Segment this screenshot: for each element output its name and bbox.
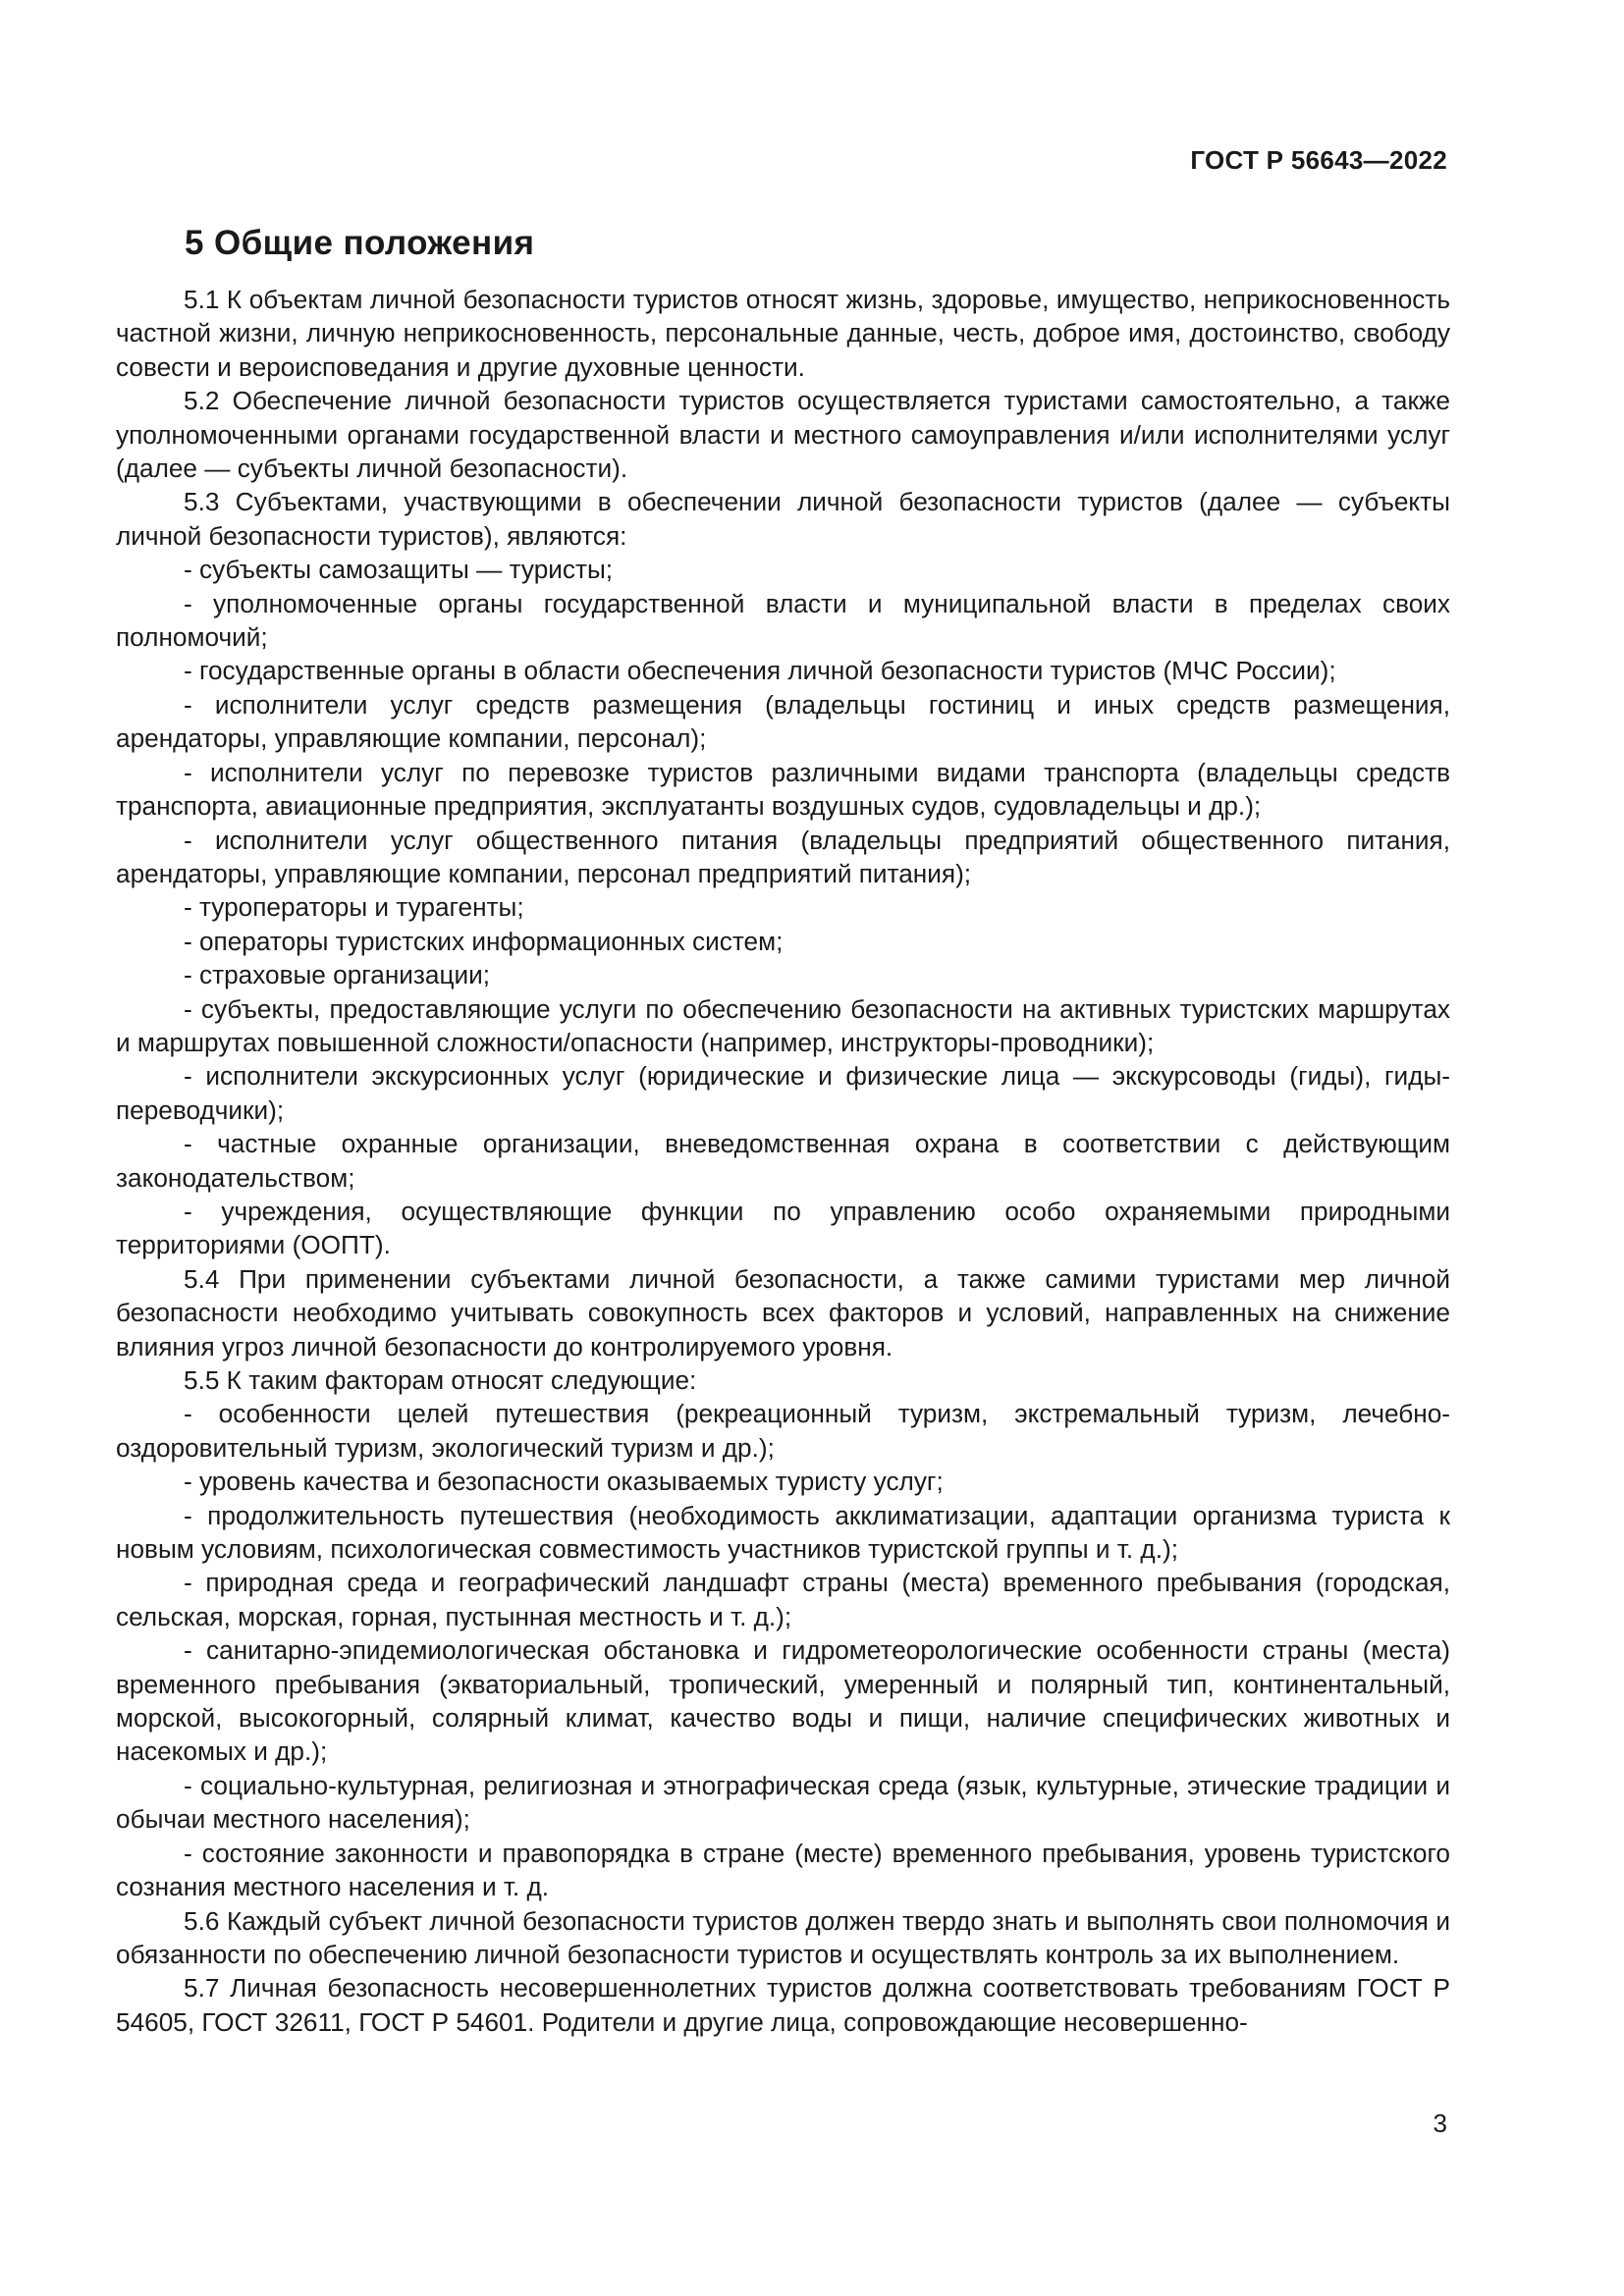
list-item: - состояние законности и правопорядка в стране (месте) временного пребывания, уровень туристского сознания местного населения и т. д.	[116, 1838, 1450, 1902]
list-item: - исполнители услуг по перевозке туристов различными видами транспорта (владельцы средств транспорта, авиационные предприятия, эксплуатанты воздушных судов, судовладельцы и др.);	[116, 757, 1450, 822]
list-item: - санитарно-эпидемиологическая обстановка и гидрометеорологические особенности страны (места) временного пребывания (экваториальный, тропический, умеренный и полярный тип, континентальный, морской, высокогорный, солярный климат, качество воды и пищи, наличие специфических животных и насекомых и др.);	[116, 1635, 1450, 1767]
list-item: - учреждения, осуществляющие функции по управлению особо охраняемыми природными территориями (ООПТ).	[116, 1196, 1450, 1260]
section-body	[116, 283, 1450, 2039]
standard-code-header: ГОСТ Р 56643—2022	[1190, 145, 1447, 175]
list-item: - социально-культурная, религиозная и этнографическая среда (язык, культурные, этические традиции и обычаи местного населения);	[116, 1770, 1450, 1835]
paragraph-5-4: 5.4 При применении субъектами личной безопасности, а также самими туристами мер личной безопасности необходимо учитывать совокупность всех факторов и условий, направленных на снижение влияния угроз личной безопасности до контролируемого уровня.	[116, 1263, 1450, 1362]
list-item: - уполномоченные органы государственной власти и муниципальной власти в пределах своих полномочий;	[116, 588, 1450, 653]
list-item: - исполнители экскурсионных услуг (юридические и физические лица — экскурсоводы (гиды), гиды-переводчики);	[116, 1061, 1450, 1125]
list-item: - исполнители услуг общественного питания (владельцы предприятий общественного питания, арендаторы, управляющие компании, персонал предприятий питания);	[116, 825, 1450, 888]
paragraph-5-5: 5.5 К таким факторам относят следующие:	[184, 1365, 697, 1395]
list-item: - субъекты, предоставляющие услуги по обеспечению безопасности на активных туристских маршрутах и маршрутах повышенной сложности/опасности (например, инструкторы-проводники);	[116, 993, 1450, 1057]
paragraph-5-6: 5.6 Каждый субъект личной безопасности туристов должен твердо знать и выполнять свои полномочия и обязанности по обеспечению личной безопасности туристов и осуществлять контроль за их выполнением.	[116, 1905, 1450, 1969]
paragraph-5-7: 5.7 Личная безопасность несовершеннолетних туристов должна соответствовать требованиям ГОСТ Р 54605, ГОСТ 32611, ГОСТ Р 54601. Родители и другие лица, сопровождающие несовершенно-	[116, 1973, 1450, 2037]
list-item: - частные охранные организации, вневедомственная охрана в соответствии с действующим законодательством;	[116, 1129, 1450, 1193]
list-item: - страховые организации;	[184, 960, 491, 990]
section-heading: 5 Общие положения	[185, 224, 535, 262]
list-item: - уровень качества и безопасности оказываемых туристу услуг;	[184, 1467, 944, 1497]
list-item: - природная среда и географический ландшафт страны (места) временного пребывания (городская, сельская, морская, горная, пустынная местность и т. д.);	[116, 1568, 1450, 1631]
paragraph-5-3: 5.3 Субъектами, участвующими в обеспечении личной безопасности туристов (далее — субъекты личной безопасности туристов), являются:	[116, 487, 1450, 551]
page-number: 3	[1433, 2109, 1447, 2138]
list-item: - государственные органы в области обеспечения личной безопасности туристов (МЧС России);	[184, 656, 1336, 686]
paragraph-5-2: 5.2 Обеспечение личной безопасности туристов осуществляется туристами самостоятельно, а также уполномоченными органами государственной власти и местного самоуправления и/или исполнителями услуг (далее — субъекты личной безопасности).	[116, 386, 1450, 484]
paragraph-5-1: 5.1 К объектам личной безопасности туристов относят жизнь, здоровье, имущество, неприкосновенность частной жизни, личную неприкосновенность, персональные данные, честь, доброе имя, достоинство, свободу совести и вероисповедания и другие духовные ценности.	[116, 285, 1450, 382]
list-item: - субъекты самозащиты — туристы;	[184, 555, 614, 585]
list-item: - продолжительность путешествия (необходимость акклиматизации, адаптации организма туриста к новым условиям, психологическая совместимость участников туристской группы и т. д.);	[116, 1500, 1450, 1565]
list-item: - особенности целей путешествия (рекреационный туризм, экстремальный туризм, лечебно-оздоровительный туризм, экологический туризм и др.);	[116, 1399, 1450, 1463]
list-item: - исполнители услуг средств размещения (владельцы гостиниц и иных средств размещения, арендаторы, управляющие компании, персонал);	[116, 689, 1450, 754]
list-item: - операторы туристских информационных систем;	[184, 926, 784, 956]
list-item: - туроператоры и турагенты;	[184, 892, 524, 923]
